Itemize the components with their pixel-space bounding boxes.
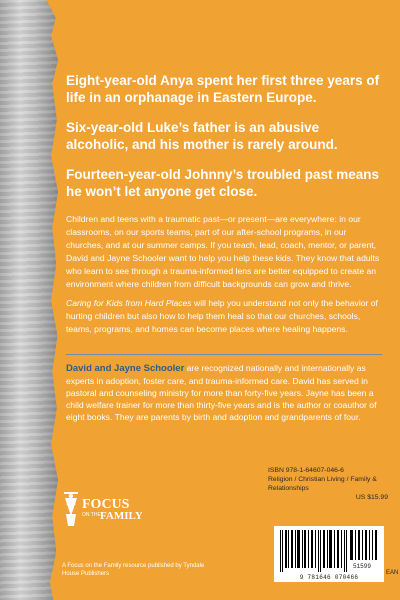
hook-johnny: Fourteen-year-old Johnny’s troubled past means he won’t let anyone get close. [66,167,380,199]
publisher-note: A Focus on the Family resource published by Tyndale House Publishers [62,563,205,577]
description-paragraph-1: Children and teens with a traumatic past—or present—are everywhere: in our classrooms, on our sports teams, part of our after-school programs, in our churches, and at our summer camps. If you teach, lead, coach, mentor, or parent, David and Jayne Schooler want to help you help these kids. They know that adults who learn to see through a trauma-informed lens are better equipped to create an environment where children from difficult backgrounds can grow and thrive. [66,214,380,289]
logo-text-family: FAMILY. [100,510,142,522]
logo-text-on-the: ON THE [82,512,101,518]
logo-text-focus: FOCUS [82,497,130,512]
hook-statements [66,72,384,213]
price-code: 51599 [352,563,372,570]
barcode-number: 9 781646 070466 [299,574,359,581]
divider-rule [66,354,382,355]
isbn: ISBN 978-1-64607-046-6 [268,467,344,474]
description-paragraph-2-text: will help you understand not only the behavior of hurting children but also how to help them heal so that our churches, schools, teams, programs, and homes can become places where healing happens. [66,298,378,334]
focus-on-the-family-logo [62,486,142,556]
ean-label: EAN [386,570,399,576]
description [66,213,382,342]
barcode-bars [274,526,384,576]
author-bio [66,362,382,423]
author-bio-text: are recognized nationally and internationally as experts in adoption, foster care, and trauma-informed care. David has served in pastoral and counseling ministry for more than forty-five years. Jayne has been a child welfare trainer for more than thirty-five years and is the author or coauthor of eight books. They are parents by birth and adoption and grandparents of four. [66,363,377,422]
hook-luke: Six-year-old Luke’s father is an abusive alcoholic, and his mother is rarely around. [66,120,338,152]
author-name: David and Jayne Schooler [66,363,185,374]
book-metadata [268,466,388,502]
price: US $15.99 [355,494,388,501]
book-title-italic: Caring for Kids from Hard Places [66,298,192,308]
hook-anya: Eight-year-old Anya spent her first three years of life in an orphanage in Eastern Europe. [66,73,380,105]
description-paragraph-2 [66,297,382,336]
duct-tape-strip [0,0,58,600]
barcode [274,526,384,582]
category: Religion / Christian Living / Family & Relationships [268,476,377,492]
